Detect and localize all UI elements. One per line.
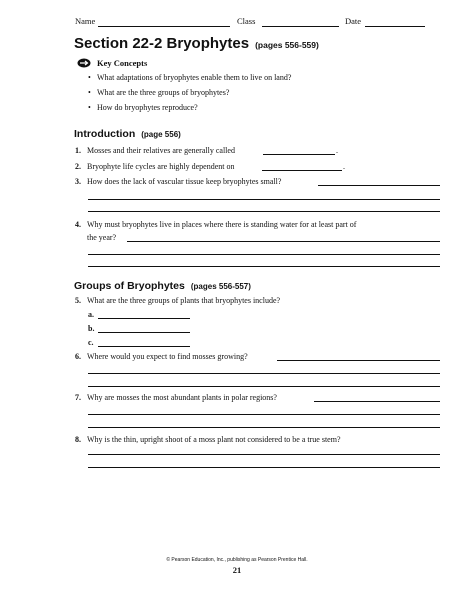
answer-line-3b[interactable] — [88, 199, 440, 200]
sub-label-c: c. — [88, 338, 94, 347]
answer-line-5b[interactable] — [98, 332, 190, 333]
class-field[interactable] — [262, 26, 339, 27]
question-4-continued: the year? — [87, 233, 117, 242]
key-concept-item: • What are the three groups of bryophytes? — [88, 88, 230, 97]
date-field[interactable] — [365, 26, 425, 27]
key-concept-item: • How do bryophytes reproduce? — [88, 103, 198, 112]
sub-label-a: a. — [88, 310, 94, 319]
answer-line-8b[interactable] — [88, 467, 440, 468]
name-label: Name — [75, 16, 96, 26]
answer-line-2[interactable] — [262, 170, 342, 171]
introduction-heading: Introduction (page 556) — [74, 128, 181, 140]
key-concepts-heading — [77, 58, 147, 68]
section-pages: (pages 556-559) — [255, 40, 319, 50]
question-3: 3. How does the lack of vascular tissue keep bryophytes small? — [75, 177, 282, 186]
answer-line-5c[interactable] — [98, 346, 190, 347]
class-label: Class — [237, 16, 256, 26]
answer-line-7b[interactable] — [88, 414, 440, 415]
answer-line-7a[interactable] — [314, 401, 440, 402]
copyright-credit: © Pearson Education, Inc., publishing as Pearson Prentice Hall. — [166, 557, 308, 563]
key-concept-item: • What adaptations of bryophytes enable them to live on land? — [88, 73, 292, 82]
answer-line-3c[interactable] — [88, 211, 440, 212]
question-1: 1. Mosses and their relatives are generally called — [75, 146, 235, 155]
question-4: 4. Why must bryophytes live in places where there is standing water for at least part of — [75, 220, 357, 229]
question-8: 8. Why is the thin, upright shoot of a moss plant not considered to be a true stem? — [75, 435, 341, 444]
name-class-date-header — [75, 16, 443, 28]
name-field[interactable] — [98, 26, 230, 27]
section-title-text: Section 22-2 Bryophytes — [74, 35, 250, 52]
page-number: 21 — [232, 565, 242, 575]
question-6: 6. Where would you expect to find mosses growing? — [75, 352, 248, 361]
section-title — [74, 35, 319, 52]
sub-label-b: b. — [88, 324, 95, 333]
answer-line-7c[interactable] — [88, 427, 440, 428]
answer-line-4b[interactable] — [88, 254, 440, 255]
answer-line-6a[interactable] — [277, 360, 440, 361]
groups-heading: Groups of Bryophytes (pages 556-557) — [74, 280, 251, 292]
answer-line-5a[interactable] — [98, 318, 190, 319]
question-2: 2. Bryophyte life cycles are highly dependent on — [75, 162, 235, 171]
answer-line-1[interactable] — [263, 154, 335, 155]
question-5: 5. What are the three groups of plants that bryophytes include? — [75, 296, 281, 305]
key-icon — [77, 58, 91, 68]
answer-line-4c[interactable] — [88, 266, 440, 267]
question-7: 7. Why are mosses the most abundant plants in polar regions? — [75, 393, 277, 402]
answer-line-8a[interactable] — [88, 454, 440, 455]
key-concepts-label: Key Concepts — [97, 58, 148, 68]
answer-line-6c[interactable] — [88, 386, 440, 387]
answer-line-3a[interactable] — [318, 185, 440, 186]
answer-line-4a[interactable] — [127, 241, 440, 242]
answer-line-6b[interactable] — [88, 373, 440, 374]
date-label: Date — [345, 16, 362, 26]
